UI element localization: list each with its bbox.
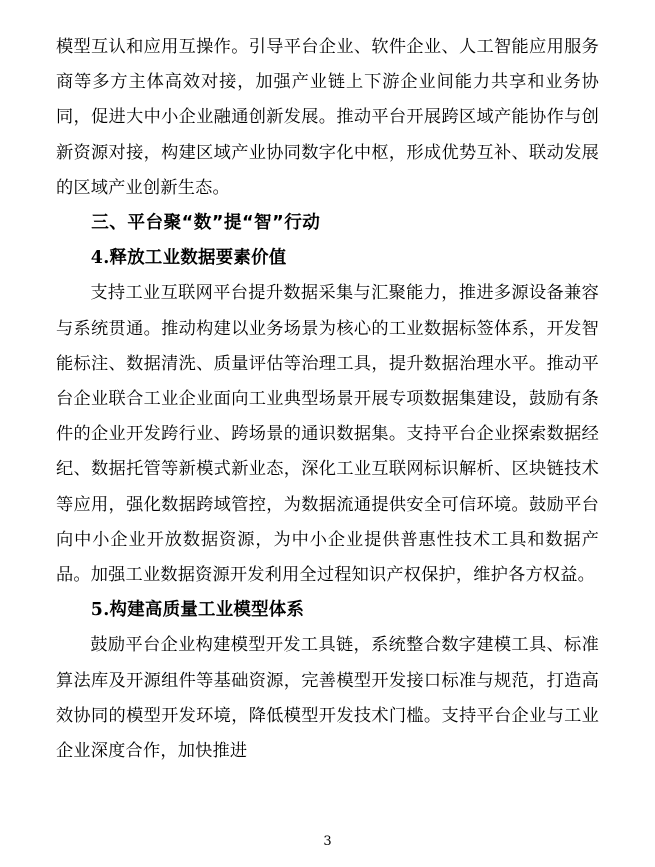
sub-heading-4: 4.释放工业数据要素价值	[90, 248, 287, 269]
document-body	[56, 30, 599, 769]
section-heading-three: 三、平台聚“数”提“智”行动	[91, 213, 321, 234]
paragraph-data-value: 支持工业互联网平台提升数据采集与汇聚能力，推进多源设备兼容与系统贯通。推动构建以业务场景为核心的工业数据标签体系，开发智能标注、数据清洗、质量评估等治理工具，提升数据治理水平。推动平台企业联合工业企业面向工业典型场景开展专项数据集建设，鼓励有条件的企业开发跨行业、跨场景的通识数据集。支持平台企业探索数据经纪、数据托管等新模式新业态，深化工业互联网标识解析、区块链技术等应用，强化数据跨域管控，为数据流通提供安全可信环境。鼓励平台向中小企业开放数据资源，为中小企业提供普惠性技术工具和数据产品。加强工业数据资源开发利用全过程知识产权保护，维护各方权益。	[56, 283, 599, 586]
page-number: 3	[323, 834, 332, 849]
paragraph-model-system: 鼓励平台企业构建模型开发工具链，系统整合数字建模工具、标准算法库及开源组件等基础资源，完善模型开发接口标准与规范，打造高效协同的模型开发环境，降低模型开发技术门槛。支持平台企业与工业企业深度合作，加快推进	[56, 635, 599, 762]
sub-heading-5: 5.构建高质量工业模型体系	[90, 600, 305, 621]
paragraph-continuation: 模型互认和应用互操作。引导平台企业、软件企业、人工智能应用服务商等多方主体高效对接，加强产业链上下游企业间能力共享和业务协同，促进大中小企业融通创新发展。推动平台开展跨区域产能协作与创新资源对接，构建区域产业协同数字化中枢，形成优势互补、联动发展的区域产业创新生态。	[56, 37, 599, 198]
